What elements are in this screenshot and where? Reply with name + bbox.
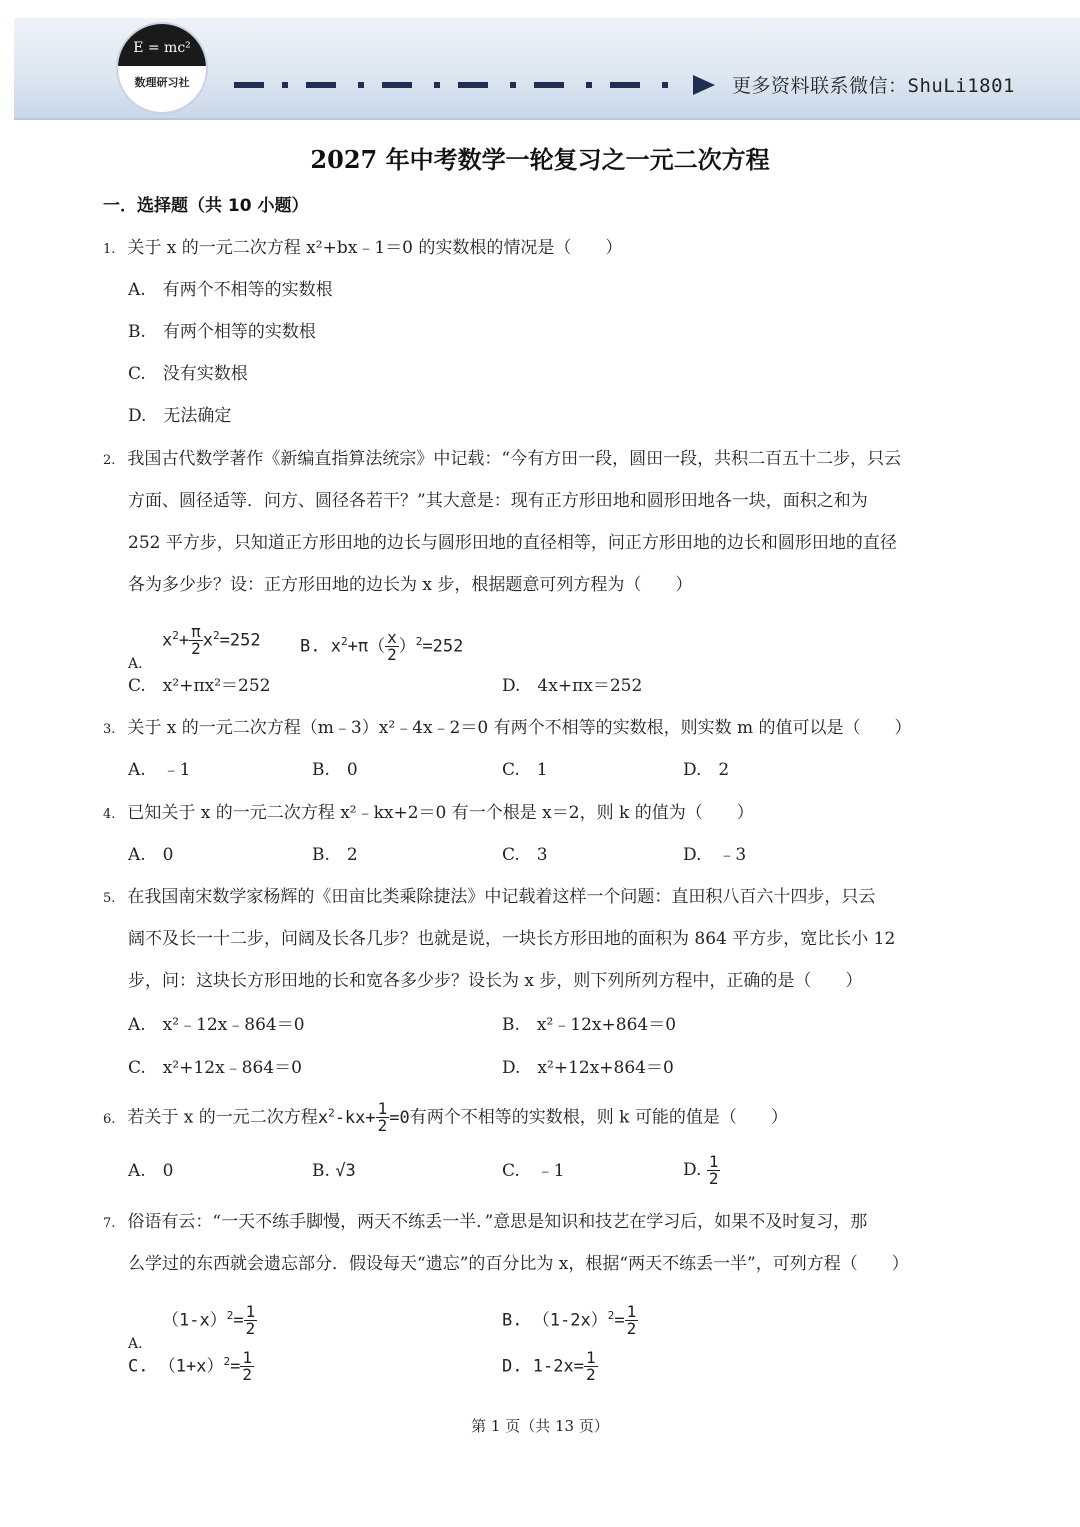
question-line: 在我国南宋数学家杨辉的《田亩比类乘除捷法》中记载着这样一个问题：直田积八百六十四步，只云 [127, 887, 876, 907]
question-7 [103, 1210, 867, 1236]
sqrt-value: √3 [335, 1161, 356, 1181]
option-c: C. x²+12x﹣864＝0 [128, 1058, 302, 1078]
option-c-equation: C. $(1+x)^2=$ $\frac{1}{2}$ [128, 1348, 252, 1385]
arrow-right-icon [693, 75, 715, 95]
page-footer: 第 1 页（共 13 页） [471, 1417, 609, 1435]
question-number: 5. [103, 891, 116, 906]
option-c: C. ﹣1 [502, 1161, 565, 1181]
option-b: B. 0 [312, 760, 358, 780]
question-equation: $x^2-kx+$ $\frac{1}{2}$ =0 [317, 1099, 410, 1136]
question-line: 我国古代数学著作《新编直指算法统宗》中记载：“今有方田一段，圆田一段，共积二百五十二步，只云 [127, 449, 902, 469]
option-a: A. ﹣1 [128, 760, 191, 780]
question-line: 阔不及长一十二步，问阔及长各几步？也就是说，一块长方形田地的面积为 864 平方步，宽比长小 12 [128, 929, 896, 949]
question-line: 方面、圆径适等．问方、圆径各若干？”其大意是：现有正方形田地和圆形田地各一块，面积之和为 [128, 491, 868, 511]
option-d: D. 无法确定 [128, 406, 232, 426]
question-number: 4. [103, 807, 116, 822]
option-d-equation: D. 1-2x= $\frac{1}{2}$ [502, 1348, 596, 1384]
question-2 [103, 447, 901, 473]
option-d: D. ﹣3 [683, 845, 747, 865]
question-line: 俗语有云：“一天不练手脚慢，两天不练丢一半．”意思是知识和技艺在学习后，如果不及时复习，那 [127, 1212, 868, 1232]
option-c: C. x²+πx²＝252 [128, 676, 271, 696]
question-3 [103, 716, 912, 742]
option-b-equation: B. $x^2+\pi$（ $\frac{x}{2}$ ）$^2$=252 [300, 628, 464, 665]
option-b: B. x²﹣12x+864＝0 [502, 1015, 677, 1035]
option-d: D. $\frac{1}{2}$ [683, 1152, 719, 1188]
option-b: B. 2 [312, 845, 358, 865]
contact-info: 更多资料联系微信：ShuLi1801 [732, 75, 1015, 97]
question-6: 6. 若关于 x 的一元二次方程$x^2-kx+$ $\frac{1}{2}$ =0有两个不相等的实数根，则 k 可能的值是（ ） [103, 1099, 788, 1136]
question-stem: 关于 x 的一元二次方程（m﹣3）x²﹣4x﹣2＝0 有两个不相等的实数根，则实数 m 的值可以是（ ） [127, 718, 912, 738]
question-1 [103, 236, 622, 262]
option-a: A. 0 [128, 845, 174, 865]
question-stem: 已知关于 x 的一元二次方程 x²﹣kx+2＝0 有一个根是 x＝2，则 k 的值为（ ） [127, 803, 754, 823]
question-stem: 关于 x 的一元二次方程 x²+bx﹣1＝0 的实数根的情况是（ ） [127, 238, 623, 258]
question-line: 252 平方步，只知道正方形田地的边长与圆形田地的直径相等，问正方形田地的边长和圆形田地的直径 [128, 533, 897, 553]
option-a: A. x²﹣12x﹣864＝0 [128, 1015, 305, 1035]
logo-formula: E = mc² [118, 24, 206, 66]
option-a: A. 有两个不相等的实数根 [128, 280, 333, 300]
question-number: 6. [103, 1111, 116, 1127]
option-a: A. 0 [128, 1161, 174, 1181]
option-c: C. 3 [502, 845, 548, 865]
question-number: 1. [103, 242, 116, 257]
option-d: D. x²+12x+864＝0 [502, 1058, 674, 1078]
question-line: 么学过的东西就会遗忘部分．假设每天“遗忘”的百分比为 x，根据“两天不练丢一半”，可列方程（ ） [128, 1254, 909, 1274]
logo-name: 数理研习社 [134, 76, 190, 89]
option-b: B. 有两个相等的实数根 [128, 322, 316, 342]
option-a-equation: $(1-x)^2=$ $\frac{1}{2}$ [162, 1302, 256, 1339]
option-a-label: A. [128, 656, 143, 672]
logo [118, 24, 206, 112]
question-4 [103, 801, 754, 827]
question-number: 7. [103, 1216, 116, 1231]
option-b-equation: B. $(1-2x)^2=$ $\frac{1}{2}$ [502, 1302, 637, 1339]
question-number: 3. [103, 722, 116, 737]
option-d: D. 2 [683, 760, 730, 780]
option-a-label: A. [128, 1336, 143, 1352]
option-c: C. 没有实数根 [128, 364, 248, 384]
option-b: B. √3 [312, 1161, 356, 1181]
option-c: C. 1 [502, 760, 548, 780]
option-d: D. 4x+πx＝252 [502, 676, 643, 696]
page-title: 2027 年中考数学一轮复习之一元二次方程 [310, 145, 770, 174]
question-number: 2. [103, 453, 116, 468]
question-5 [103, 885, 875, 911]
option-a-equation: $x^2+$ $\frac{\pi}{2}$ $x^2=252$ [162, 622, 261, 659]
question-line: 各为多少步？设：正方形田地的边长为 x 步，根据题意可列方程为（ ） [128, 575, 693, 595]
question-line: 步，问：这块长方形田地的长和宽各多少步？设长为 x 步，则下列所列方程中，正确的是（ ） [128, 971, 863, 991]
section-heading: 一．选择题（共 10 小题） [103, 196, 309, 216]
